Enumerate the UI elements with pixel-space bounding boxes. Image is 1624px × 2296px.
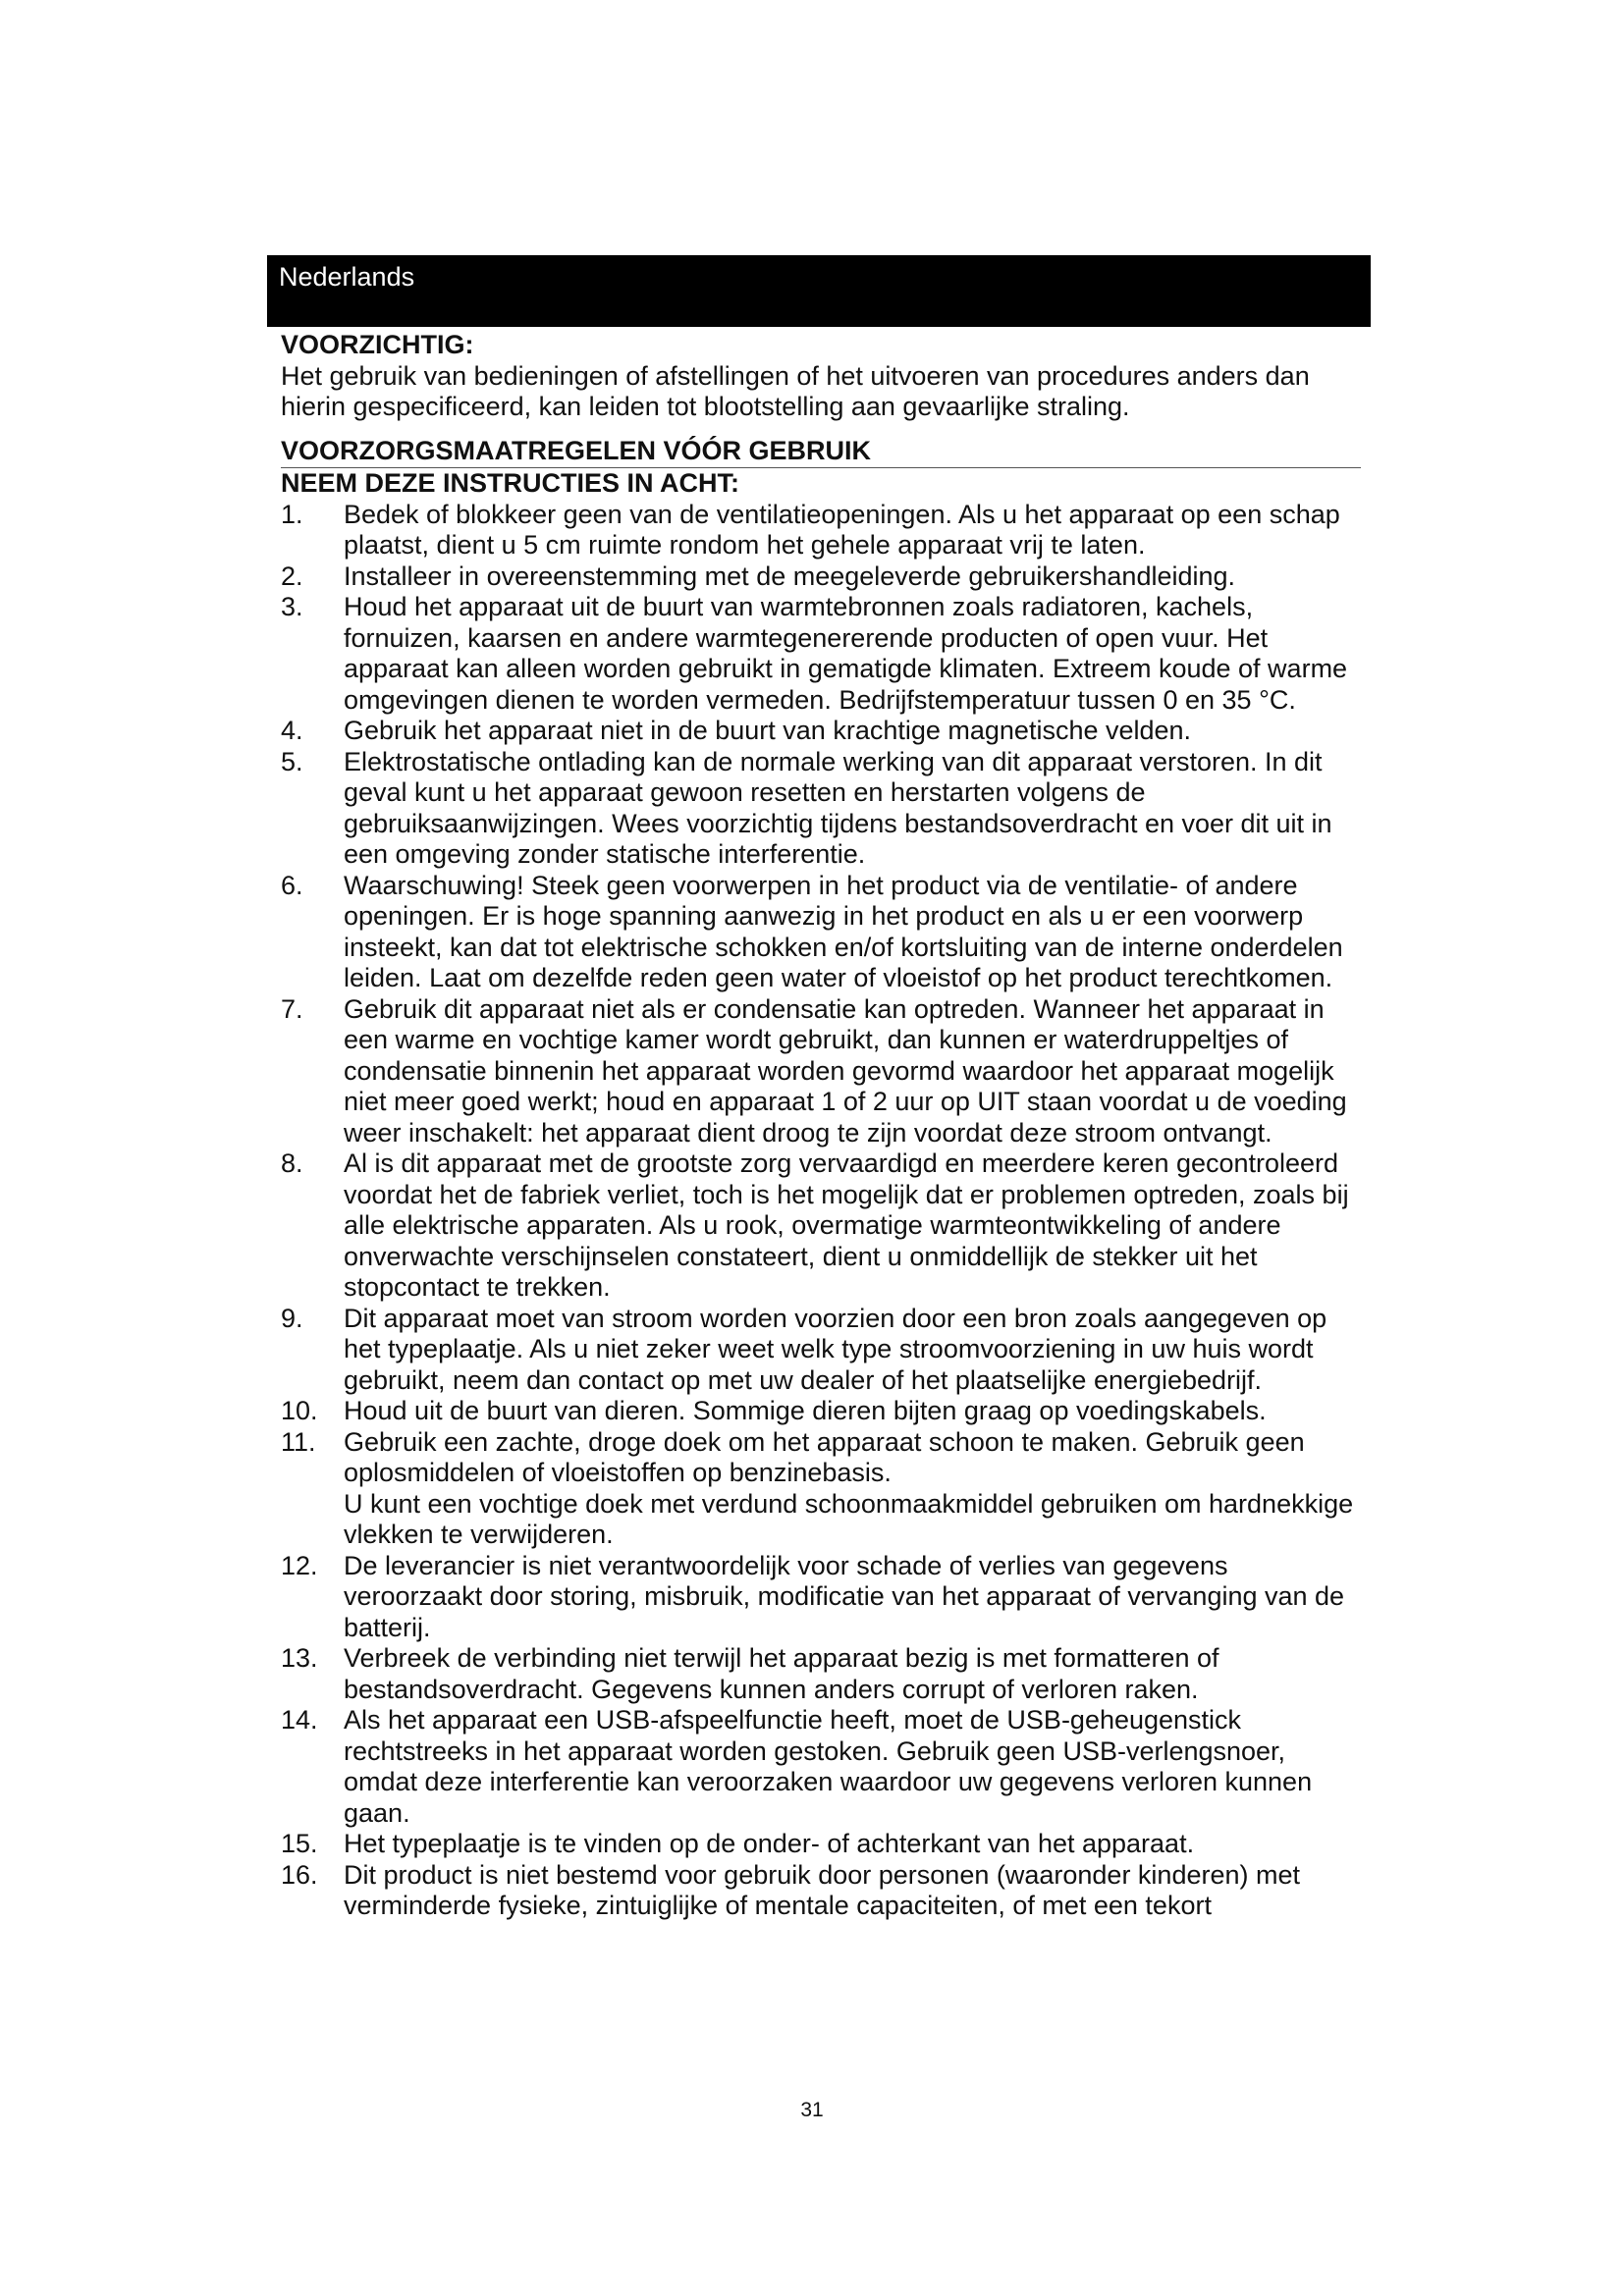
item-text: Waarschuwing! Steek geen voorwerpen in het product via de ventilatie- of andere openingen. Er is hoge spanning aanwezig in het product en als u er een voorwerp insteekt, kan dat tot elektrische schokken en/of kortsluiting van de interne onderdelen leiden. Laat om dezelfde reden geen water of vloeistof op het product terechtkomen.: [344, 870, 1343, 992]
item-number: 16.: [281, 1859, 318, 1890]
item-text: Gebruik dit apparaat niet als er condensatie kan optreden. Wanneer het apparaat in een warme en vochtige kamer wordt gebruikt, dan kunnen er waterdruppeltjes of condensatie binnenin het apparaat worden gevormd waardoor het apparaat mogelijk niet meer goed werkt; houd en apparaat 1 of 2 uur op UIT staan voordat u de voeding weer inschakelt: het apparaat dient droog te zijn voordat deze stroom ontvangt.: [344, 993, 1347, 1148]
language-label: Nederlands: [279, 262, 415, 292]
list-item: [281, 1304, 1361, 1397]
item-number: 3.: [281, 592, 303, 621]
item-number: 9.: [281, 1303, 303, 1333]
item-number: 6.: [281, 870, 303, 900]
list-item: [281, 561, 1361, 593]
list-item: [281, 1148, 1361, 1304]
list-item: [281, 871, 1361, 994]
item-number: 10.: [281, 1396, 318, 1425]
item-text: Dit apparaat moet van stroom worden voorzien door een bron zoals aangegeven op het typeplaatje. Als u niet zeker weet welk type stroomvoorziening in uw huis wordt gebruikt, neem dan contact op met uw dealer of het plaatselijke energiebedrijf.: [344, 1303, 1327, 1395]
caution-text: Het gebruik van bedieningen of afstellingen of het uitvoeren van procedures anders dan hierin gespecificeerd, kan leiden tot blootstelling aan gevaarlijke straling.: [281, 360, 1310, 421]
list-item: [281, 1860, 1361, 1922]
list-item: [281, 716, 1361, 747]
list-item: [281, 592, 1361, 716]
item-text: Gebruik het apparaat niet in de buurt van krachtige magnetische velden.: [344, 716, 1192, 745]
list-item: [281, 1643, 1361, 1705]
item-text: De leverancier is niet verantwoordelijk voor schade of verlies van gegevens veroorzaakt door storing, misbruik, modificatie van het apparaat of vervanging van de batterij.: [344, 1550, 1345, 1642]
instructions-subheading: NEEM DEZE INSTRUCTIES IN ACHT:: [281, 468, 740, 498]
list-item: [281, 994, 1361, 1149]
list-item: [281, 1396, 1361, 1427]
item-number: 12.: [281, 1550, 318, 1580]
item-text: Bedek of blokkeer geen van de ventilatieopeningen. Als u het apparaat op een schap plaatst, dient u 5 cm ruimte rondom het gehele apparaat vrij te laten.: [344, 499, 1340, 560]
item-number: 13.: [281, 1643, 318, 1673]
language-header-bar: [267, 255, 1371, 327]
item-text: Al is dit apparaat met de grootste zorg vervaardigd en meerdere keren gecontroleerd voordat het de fabriek verliet, toch is het mogelijk dat er problemen optreden, zoals bij alle elektrische apparaten. Als u rook, overmatige warmteontwikkeling of andere onverwachte verschijnselen constateert, dient u onmiddellijk de stekker uit het stopcontact te trekken.: [344, 1148, 1349, 1302]
item-text: Installeer in overeenstemming met de meegeleverde gebruikershandleiding.: [344, 561, 1236, 591]
item-number: 14.: [281, 1705, 318, 1735]
item-number: 1.: [281, 499, 303, 529]
item-number: 2.: [281, 561, 303, 591]
item-text: Houd het apparaat uit de buurt van warmtebronnen zoals radiatoren, kachels, fornuizen, kaarsen en andere warmtegenererende producten of open vuur. Het apparaat kan alleen worden gebruikt in gematigde klimaten. Extreem koude of warme omgevingen dienen te worden vermeden. Bedrijfstemperatuur tussen 0 en 35 °C.: [344, 592, 1348, 715]
item-number: 8.: [281, 1148, 303, 1178]
item-text: Verbreek de verbinding niet terwijl het apparaat bezig is met formatteren of bestandsoverdracht. Gegevens kunnen anders corrupt of verloren raken.: [344, 1643, 1219, 1704]
list-item: [281, 1427, 1361, 1551]
item-number: 7.: [281, 993, 303, 1024]
item-number: 11.: [281, 1426, 316, 1457]
list-item: [281, 747, 1361, 871]
item-text: Dit product is niet bestemd voor gebruik door personen (waaronder kinderen) met verminderde fysieke, zintuiglijke of mentale capaciteiten, of met een tekort: [344, 1859, 1301, 1920]
caution-heading: VOORZICHTIG:: [281, 330, 474, 359]
list-item: [281, 1829, 1361, 1860]
precautions-heading: VOORZORGSMAATREGELEN VÓÓR GEBRUIK: [281, 436, 1361, 469]
page-number: 31: [800, 2099, 824, 2121]
item-text: Als het apparaat een USB-afspeelfunctie heeft, moet de USB-geheugenstick rechtstreeks in het apparaat worden gestoken. Gebruik geen USB-verlengsnoer, omdat deze interferentie kan veroorzaken waardoor uw gegevens verloren kunnen gaan.: [344, 1705, 1313, 1828]
document-body: [281, 330, 1361, 1922]
list-item: [281, 1551, 1361, 1644]
item-text: Houd uit de buurt van dieren. Sommige dieren bijten graag op voedingskabels.: [344, 1396, 1267, 1425]
item-text: Het typeplaatje is te vinden op de onder- of achterkant van het apparaat.: [344, 1829, 1195, 1858]
list-item: [281, 1705, 1361, 1829]
item-number: 5.: [281, 746, 303, 776]
item-number: 15.: [281, 1829, 318, 1858]
item-text: Gebruik een zachte, droge doek om het apparaat schoon te maken. Gebruik geen oplosmiddelen of vloeistoffen op benzinebasis.: [344, 1426, 1305, 1487]
item-text-continued: U kunt een vochtige doek met verdund schoonmaakmiddel gebruiken om hardnekkige vlekken te verwijderen.: [344, 1488, 1354, 1549]
item-text: Elektrostatische ontlading kan de normale werking van dit apparaat verstoren. In dit geval kunt u het apparaat gewoon resetten en herstarten volgens de gebruiksaanwijzingen. Wees voorzichtig tijdens bestandsoverdracht en voer dit uit in een omgeving zonder statische interferentie.: [344, 746, 1332, 869]
item-number: 4.: [281, 716, 303, 745]
list-item: [281, 500, 1361, 561]
precautions-list: [281, 500, 1361, 1922]
